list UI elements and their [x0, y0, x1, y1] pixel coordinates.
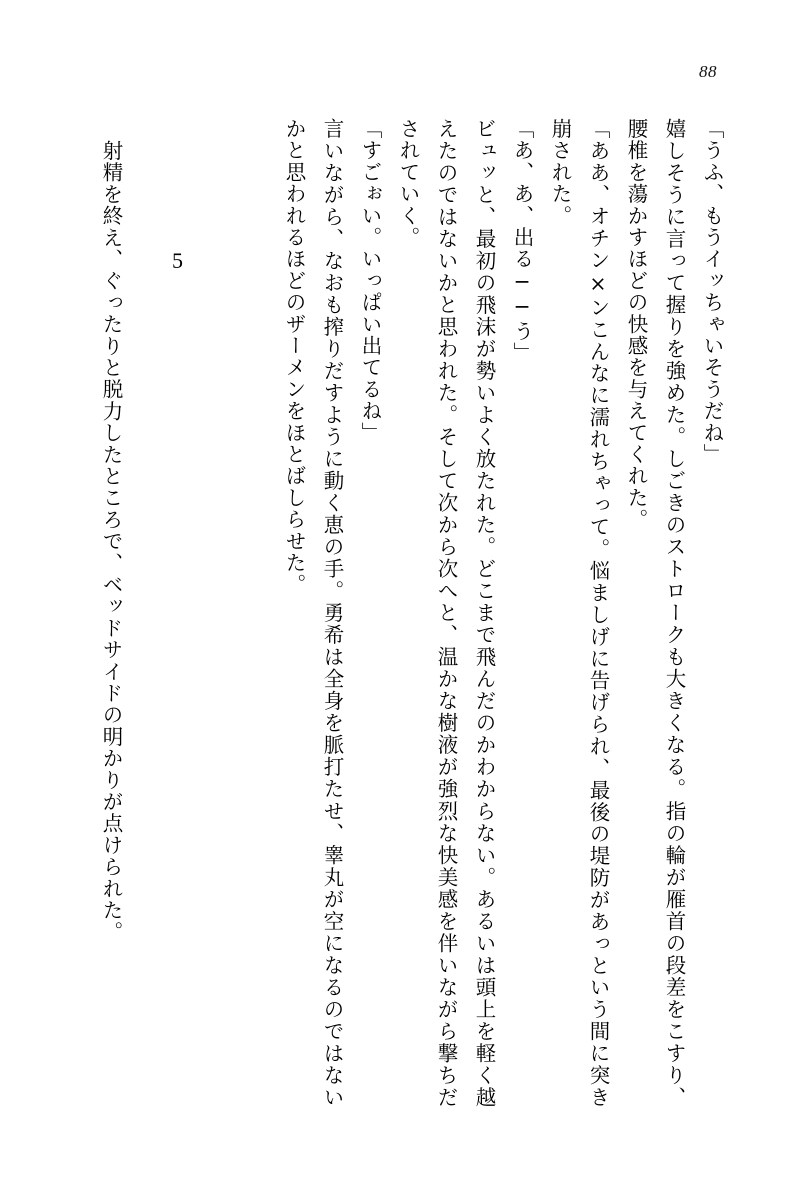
paragraph-7: 言いながら、なおも搾りだすように動く恵の手。勇希は全身を脈打たせ、睾丸が空になるのではないかと思われるほどのザーメンをほとばしらせた。 [282, 118, 344, 1108]
paragraph-5: ビュッと、最初の飛沫が勢いよく放たれた。どこまで飛んだのかわからない。あるいは頭上を軽く越えたのではないかと思われた。そして次から次へと、温かな樹液が強烈な快美感を伴いながら撃ちだされていく。 [396, 118, 496, 1108]
paragraph-3: 「ああ、オチン×ンこんなに濡れちゃって。悩ましげに告げられ、最後の堤防があっという間に突き崩された。 [548, 118, 610, 1108]
body-text-block [71, 118, 731, 1108]
paragraph-6: 「すごぉい。いっぱい出てるね」 [358, 118, 382, 444]
closing-paragraph: 射精を終え、ぐったりと脱力したところで、ベッドサイドの明かりが点けられた。 [99, 140, 123, 943]
paragraph-1: 「うふ、もうイッちゃいそうだね」 [700, 118, 724, 466]
paragraph-2: 嬉しそうに言って握りを強めた。しごきのストロークも大きくなる。指の輪が雁首の段差をこすり、腰椎を蕩かすほどの快感を与えてくれた。 [624, 118, 686, 1109]
paragraph-4: 「あ、あ、出る──う」 [510, 118, 534, 364]
section-number: 5 [172, 248, 183, 273]
page-number: 88 [699, 62, 717, 81]
